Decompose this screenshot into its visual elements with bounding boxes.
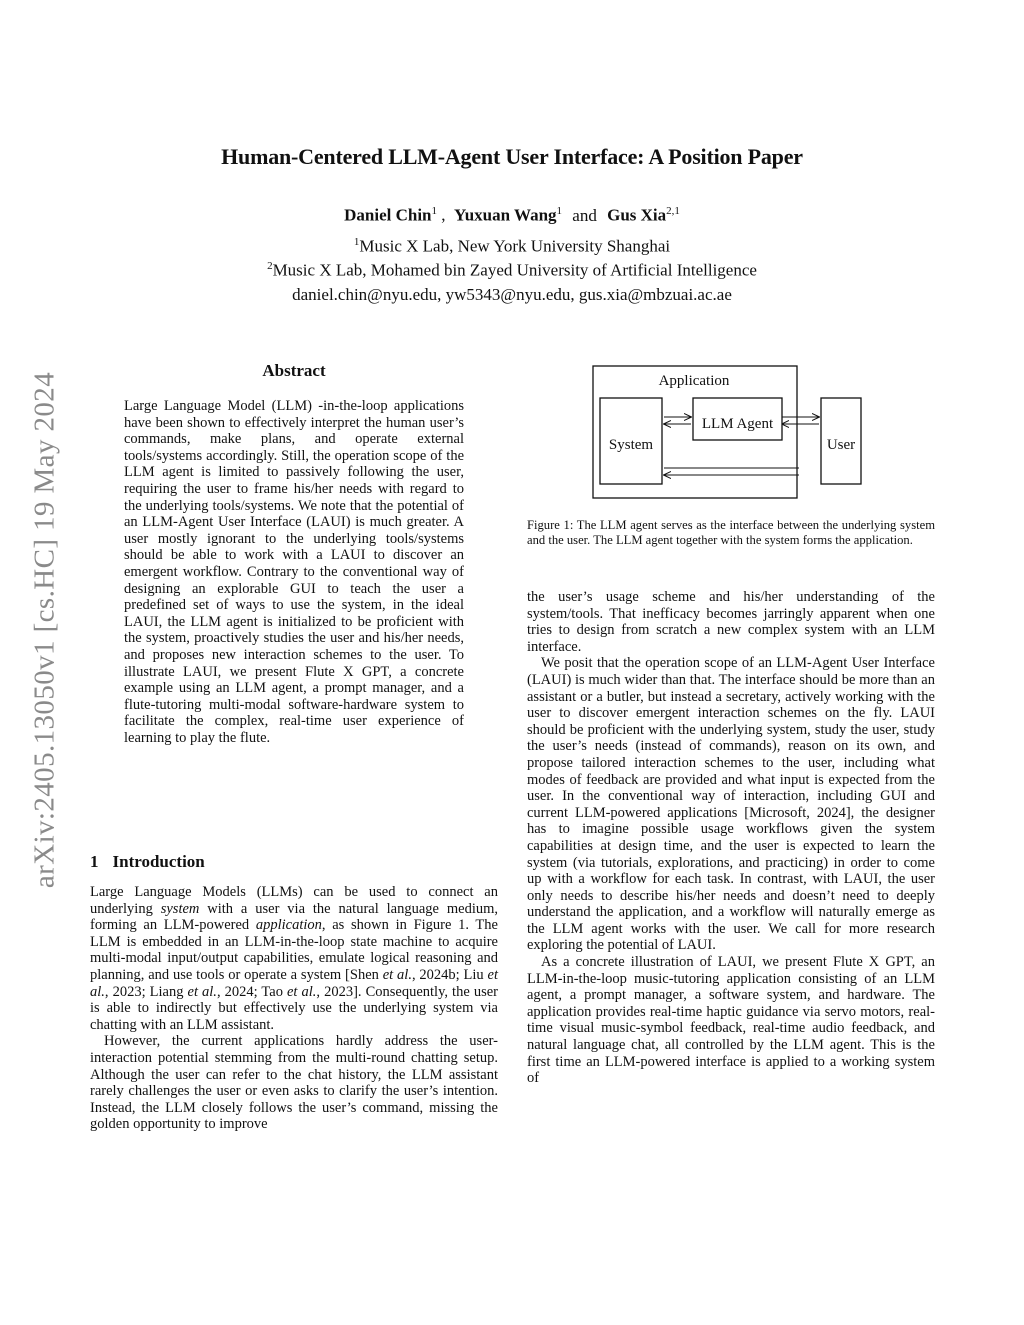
section-title: Introduction (112, 852, 205, 871)
left-column-body (90, 884, 498, 1133)
author-superscript: 2,1 (666, 205, 680, 217)
text-run: , 2023; Liang (104, 983, 188, 1000)
emphasis-text: application (255, 917, 322, 934)
intro-paragraph-2: However, the current applications hardly address the user-interaction potential stemming from the multi-round chatting setup. Although the user can refer to the chat history, the LLM assistant rarely challenges the user or even asks to clarify the user’s intention. Instead, the LLM closely follows the user’s command, missing the golden opportunity to improve (90, 1033, 498, 1133)
intro-paragraph-5: As a concrete illustration of LAUI, we present Flute X GPT, an LLM-in-the-loop music-tutoring application consisting of an LLM agent, a prompt manager, a software system, and hardware. The application provides real-time haptic guidance via servo motors, real-time visual music-symbol feedback, real-time audio feedback, and natural language chat, all controlled by the LLM agent. This is the first time an LLM-powered interface is applied to a working system of (527, 954, 935, 1087)
right-column-body (527, 589, 935, 1087)
llm-agent-label: LLM Agent (701, 416, 774, 432)
arxiv-identifier: arXiv:2405.13050v1 [cs.HC] 19 May 2024 (28, 371, 61, 889)
text-run: , 2024b; Liu (411, 966, 488, 983)
intro-paragraph-1 (90, 884, 498, 1033)
citation-etal: et al. (287, 983, 317, 1000)
figure-1-user-part (782, 385, 862, 495)
abstract-body (124, 398, 464, 746)
abstract-heading: Abstract (262, 361, 326, 380)
author-and: and (572, 205, 597, 225)
intro-paragraph-3: the user’s usage scheme and his/her understanding of the system/tools. That inefficacy becomes jarringly apparent when one tries to design from scratch a new complex system with an LLM interface. (527, 589, 935, 655)
section-number: 1 (90, 852, 99, 871)
author-separator: , (441, 205, 446, 225)
paper-title: Human-Centered LLM-Agent User Interface: A Position Paper (221, 144, 803, 169)
affiliation-superscript: 2 (267, 260, 273, 272)
figure-1-caption: Figure 1: The LLM agent serves as the interface between the underlying system and the user. The LLM agent together with the system forms the application. (527, 518, 935, 547)
citation-etal: et al. (382, 966, 412, 983)
affiliation-text: Music X Lab, New York University Shanghai (359, 236, 671, 256)
text-run: Large Language Models (LLMs) can be used to connect an underlying (90, 884, 498, 917)
intro-paragraph-4: We posit that the operation scope of an LLM-Agent User Interface (LAUI) is much wider than that. The interface should be more than an assistant or a butler, but instead a secretary, actively working with the user to discover emergent interaction schemes on the fly. LAUI should be proficient with the underlying system, study the user, study the user’s needs (instead of commands), reason on its own, and propose tailored interaction schemes to the user, including what modes of feedback are provided and what input is expected from the user. In the conventional way of interaction, including GUI and current LLM-powered applications [Microsoft, 2024], the designer has to imagine possible usage workflows given the system capabilities at design time, and the user is expected to learn the system (via tutorials, explorations, and practicing) in order to come up with a workflow for each task. In contrast, with LAUI, the user only needs to describe his/her needs and doesn’t need to deeply understand the application, and a workflow will naturally emerge as the LLM agent works with the user. We call for more research exploring the potential of LAUI. (527, 655, 935, 954)
abstract-text: Large Language Model (LLM) -in-the-loop applications have been shown to effectively interpret the human user’s commands, make plans, and operate external tools/systems accordingly. Still, the operation scope of the LLM agent is limited to passively following the user, requiring the user to frame his/her needs with regard to the underlying tools/systems. We note that the potential of an LLM-Agent User Interface (LAUI) is much greater. A user mostly ignorant to the underlying tools/systems should be able to work with a LAUI to discover an emergent workflow. Contrary to the conventional way of designing an explorable GUI to teach the user a predefined set of ways to use the system, in the ideal LAUI, the LLM agent is initialized to be proficient with the system, proactively studies the user and his/her needs, and proposes new interaction schemes to the user. To illustrate LAUI, we present Flute X GPT, a concrete example using an LLM agent, a prompt manager, and a flute-tutoring multi-modal software-hardware system to facilitate the complex, real-time user experience of learning to play the flute. (124, 398, 464, 746)
emphasis-text: system (160, 900, 200, 917)
author-superscript: 1 (431, 205, 437, 217)
affiliation (0, 260, 1024, 281)
text-run: with a user via the natural language medium, forming an LLM-powered (90, 900, 499, 934)
citation-etal: et al. (90, 966, 498, 1000)
system-label: System (608, 437, 654, 453)
author-line (0, 205, 1024, 226)
text-run: , as shown in Figure 1. The LLM is embedded in an LLM-in-the-loop state machine to acquire multi-modal input/output capabilities, emulate logical reasoning and planning, and use tools or operate a system [Shen (90, 917, 498, 983)
author-name: Yuxuan Wang (454, 205, 557, 225)
application-label: Application (658, 373, 730, 389)
affiliation (0, 236, 1024, 257)
author-emails: daniel.chin@nyu.edu, yw5343@nyu.edu, gus.xia@mbzuai.ac.ae (292, 285, 732, 304)
affiliation-superscript: 1 (353, 236, 360, 248)
text-run: , 2023]. Consequently, the user is able to indirectly but effectively use the underlying system via chatting with an LLM assistant. (90, 983, 498, 1033)
figure-1-diagram (592, 365, 799, 500)
section-heading (90, 852, 205, 872)
citation-etal: et al. (187, 983, 217, 1000)
affiliation-text: Music X Lab, Mohamed bin Zayed University of Artificial Intelligence (272, 260, 757, 280)
text-run: , 2024; Tao (216, 983, 287, 1000)
author-name: Gus Xia (607, 205, 667, 225)
author-superscript: 1 (556, 205, 563, 217)
user-label: User (826, 437, 856, 453)
author-name: Daniel Chin (344, 205, 432, 225)
